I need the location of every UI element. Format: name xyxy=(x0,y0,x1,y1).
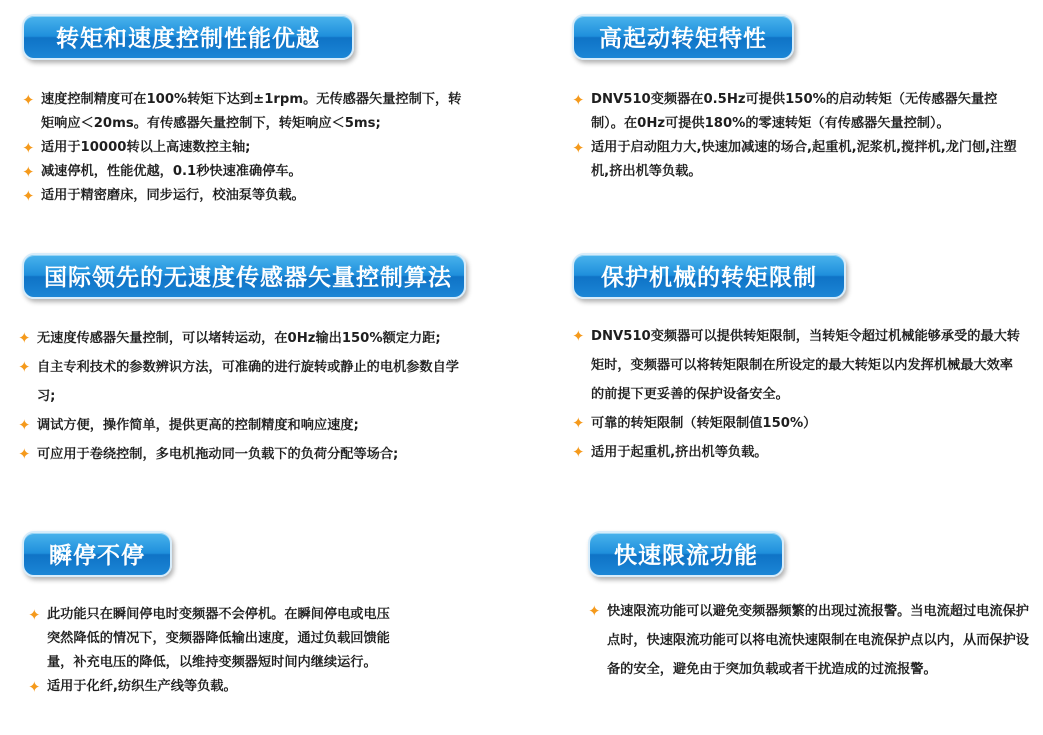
section-list-high-torque xyxy=(572,88,1024,184)
section-title-torque-limit: 保护机械的转矩限制 xyxy=(572,253,846,299)
list-item: ✦ 自主专利技术的参数辨识方法，可准确的进行旋转或静止的电机参数自学习; xyxy=(18,353,470,411)
list-item: ✦ 快速限流功能可以避免变频器频繁的出现过流报警。当电流超过电流保护点时，快速限流功能可以将电流快速限制在电流保护点以内，从而保护设备的安全，避免由于突加负载或者干扰造成的过流报警。 xyxy=(588,597,1034,684)
star-bullet-icon: ✦ xyxy=(22,163,35,181)
list-item: ✦ 调试方便，操作简单，提供更高的控制精度和响应速度; xyxy=(18,411,470,440)
section-list-torque-limit xyxy=(572,322,1024,467)
list-item: ✦ 速度控制精度可在100%转矩下达到±1rpm。无传感器矢量控制下，转矩响应＜20ms。有传感器矢量控制下，转矩响应＜5ms; xyxy=(22,88,474,136)
list-item: ✦ 适用于10000转以上高速数控主轴; xyxy=(22,136,474,160)
star-bullet-icon: ✦ xyxy=(18,329,31,347)
star-bullet-icon: ✦ xyxy=(22,139,35,157)
section-list-sensorless-vector xyxy=(18,324,470,469)
list-item: ✦ 适用于精密磨床，同步运行，校油泵等负载。 xyxy=(22,184,474,208)
list-item: ✦ 无速度传感器矢量控制，可以堵转运动，在0Hz输出150%额定力距; xyxy=(18,324,470,353)
star-bullet-icon: ✦ xyxy=(572,414,585,432)
star-bullet-icon: ✦ xyxy=(28,606,41,624)
star-bullet-icon: ✦ xyxy=(28,678,41,696)
star-bullet-icon: ✦ xyxy=(572,443,585,461)
list-item: ✦ 可靠的转矩限制（转矩限制值150%） xyxy=(572,409,1024,438)
list-item: ✦ 适用于起重机,挤出机等负载。 xyxy=(572,438,1024,467)
list-item: ✦ 适用于化纤,纺织生产线等负载。 xyxy=(28,675,398,699)
section-title-torque-speed: 转矩和速度控制性能优越 xyxy=(22,14,354,60)
star-bullet-icon: ✦ xyxy=(18,445,31,463)
star-bullet-icon: ✦ xyxy=(572,139,585,157)
section-list-fast-current-limit xyxy=(588,597,1034,684)
list-item: ✦ DNV510变频器可以提供转矩限制，当转矩令超过机械能够承受的最大转矩时，变频器可以将转矩限制在所设定的最大转矩以内发挥机械最大效率的前提下更妥善的保护设备安全。 xyxy=(572,322,1024,409)
list-item: ✦ 此功能只在瞬间停电时变频器不会停机。在瞬间停电或电压突然降低的情况下，变频器降低输出速度，通过负载回馈能量，补充电压的降低，以维持变频器短时间内继续运行。 xyxy=(28,603,398,675)
section-title-power-loss-ride-through: 瞬停不停 xyxy=(22,531,172,577)
star-bullet-icon: ✦ xyxy=(18,416,31,434)
star-bullet-icon: ✦ xyxy=(572,91,585,109)
section-list-torque-speed xyxy=(22,88,474,208)
section-list-power-loss-ride-through xyxy=(28,603,398,699)
list-item: ✦ 可应用于卷绕控制，多电机拖动同一负载下的负荷分配等场合; xyxy=(18,440,470,469)
star-bullet-icon: ✦ xyxy=(22,91,35,109)
star-bullet-icon: ✦ xyxy=(18,358,31,376)
star-bullet-icon: ✦ xyxy=(588,602,601,620)
list-item: ✦ 减速停机，性能优越，0.1秒快速准确停车。 xyxy=(22,160,474,184)
section-title-high-torque: 高起动转矩特性 xyxy=(572,14,794,60)
section-title-fast-current-limit: 快速限流功能 xyxy=(588,531,784,577)
list-item: ✦ DNV510变频器在0.5Hz可提供150%的启动转矩（无传感器矢量控制）。在0Hz可提供180%的零速转矩（有传感器矢量控制）。 xyxy=(572,88,1024,136)
star-bullet-icon: ✦ xyxy=(22,187,35,205)
star-bullet-icon: ✦ xyxy=(572,327,585,345)
section-title-sensorless-vector: 国际领先的无速度传感器矢量控制算法 xyxy=(22,253,466,299)
list-item: ✦ 适用于启动阻力大,快速加减速的场合,起重机,泥浆机,搅拌机,龙门刨,注塑机,挤出机等负载。 xyxy=(572,136,1024,184)
